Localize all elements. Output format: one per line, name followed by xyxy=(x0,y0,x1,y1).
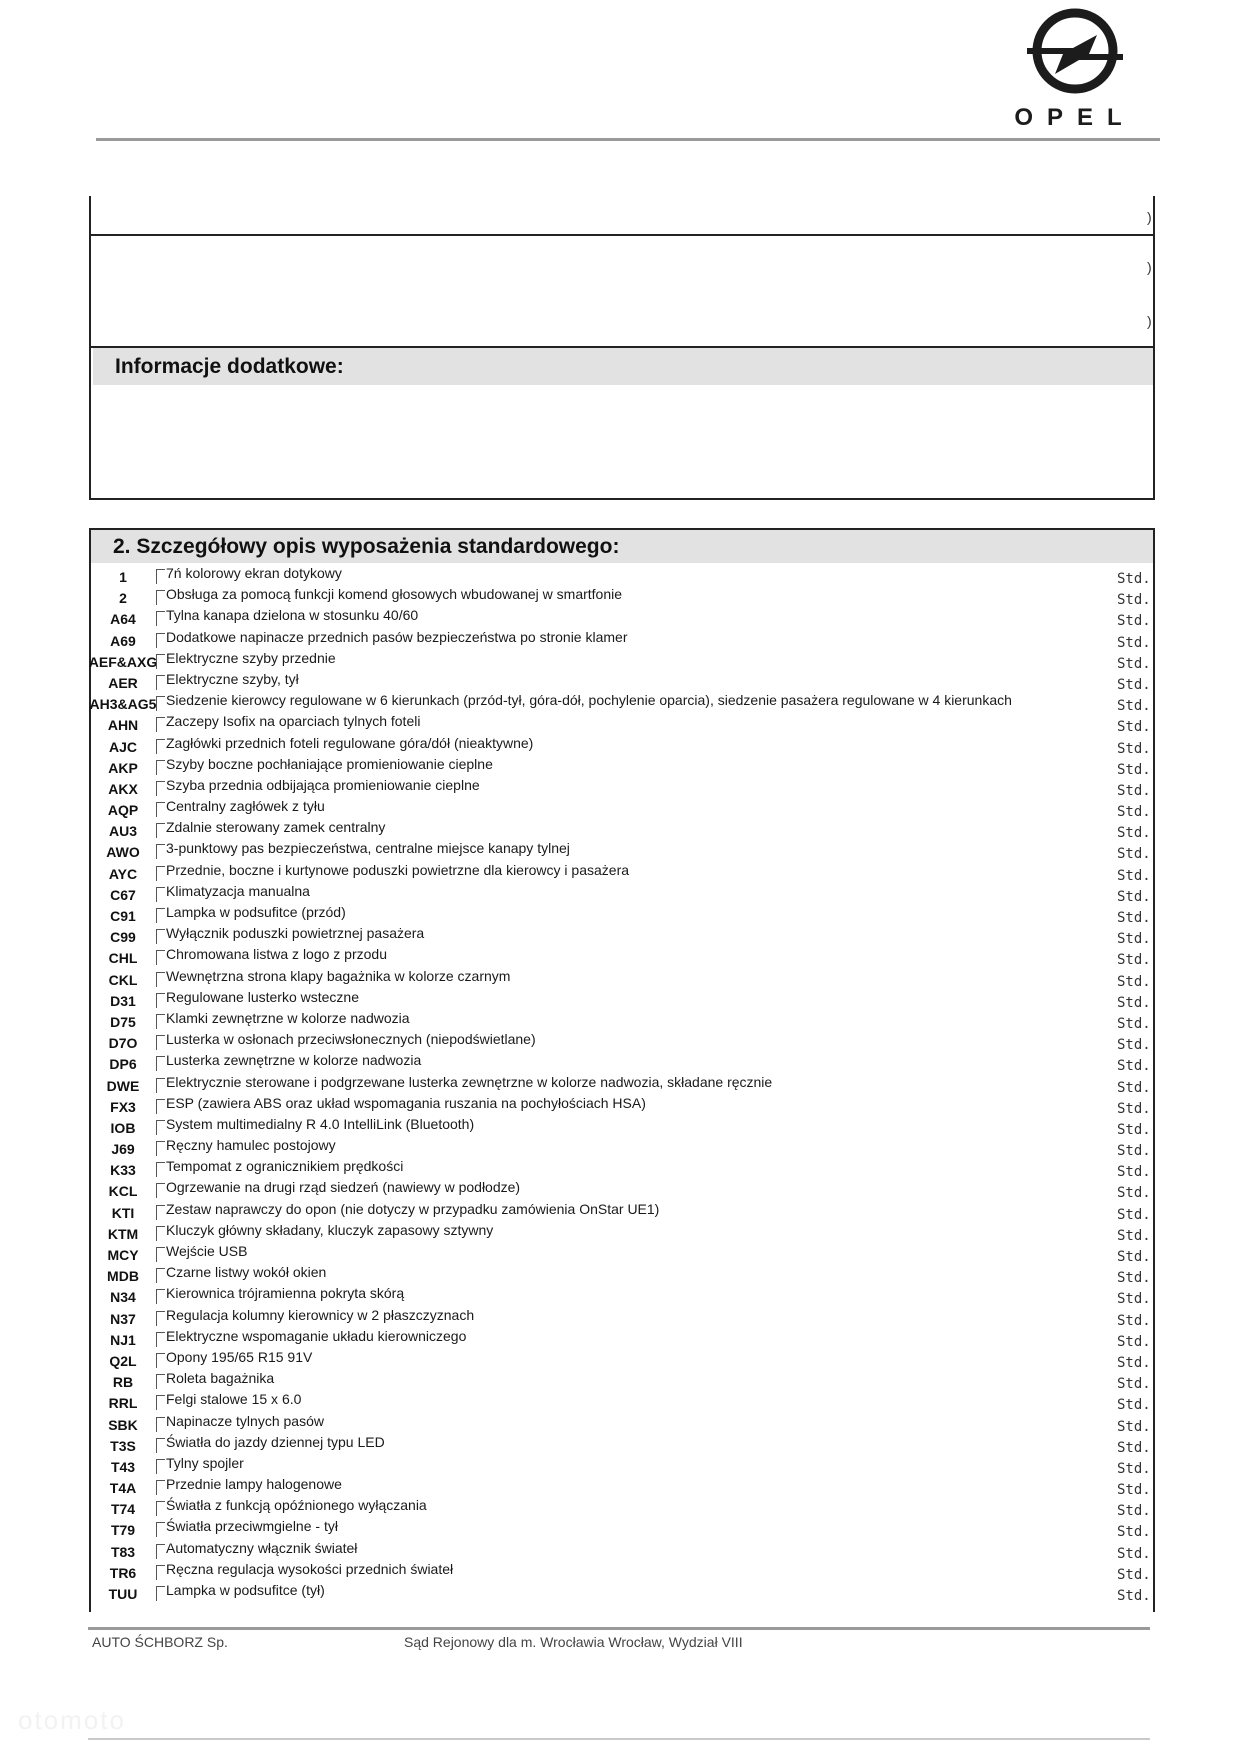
equipment-code: T83 xyxy=(110,1543,136,1560)
equipment-code: C99 xyxy=(110,929,136,946)
equipment-row xyxy=(0,904,1240,925)
equipment-description: Czarne listwy wokół okien xyxy=(166,1264,327,1281)
equipment-status: Std. xyxy=(1117,846,1151,863)
equipment-code: 2 xyxy=(119,590,127,607)
equipment-code: AH3&AG5 xyxy=(89,696,157,713)
equipment-description: Lampka w podsufitce (przód) xyxy=(166,904,346,920)
row-bracket xyxy=(156,1289,165,1304)
equipment-description: ESP (zawiera ABS oraz układ wspomagania ruszania na pochyłościach HSA) xyxy=(166,1094,646,1111)
equipment-row xyxy=(0,671,1240,692)
equipment-code: N34 xyxy=(110,1289,136,1306)
equipment-description: 3-punktowy pas bezpieczeństwa, centralne miejsce kanapy tylnej xyxy=(166,840,570,857)
equipment-status: Std. xyxy=(1117,1079,1151,1096)
equipment-row xyxy=(0,1010,1240,1031)
equipment-row xyxy=(0,1095,1240,1116)
equipment-code: K33 xyxy=(110,1162,136,1179)
equipment-row xyxy=(0,1497,1240,1518)
equipment-row xyxy=(0,629,1240,650)
equipment-description: Regulacja kolumny kierownicy w 2 płaszczyznach xyxy=(166,1306,475,1323)
equipment-description: Wyłącznik poduszki powietrznej pasażera xyxy=(166,925,425,942)
equipment-status: Std. xyxy=(1117,1566,1151,1583)
equipment-code: T79 xyxy=(110,1522,136,1539)
equipment-code: J69 xyxy=(111,1141,135,1158)
row-bracket xyxy=(156,760,165,775)
equipment-row xyxy=(0,798,1240,819)
equipment-description: Elektrycznie sterowane i podgrzewane lusterka zewnętrzne w kolorze nadwozia, składane ręcznie xyxy=(166,1073,773,1090)
equipment-description: Automatyczny włącznik świateł xyxy=(166,1539,358,1556)
equipment-description: Dodatkowe napinacze przednich pasów bezpieczeństwa po stronie klamer xyxy=(166,628,628,645)
equipment-status: Std. xyxy=(1117,931,1151,948)
equipment-status: Std. xyxy=(1117,1015,1151,1032)
row-bracket xyxy=(156,887,165,902)
equipment-status: Std. xyxy=(1117,1418,1151,1435)
equipment-description: Tylna kanapa dzielona w stosunku 40/60 xyxy=(166,607,419,624)
equipment-status: Std. xyxy=(1117,1312,1151,1329)
equipment-list xyxy=(0,565,1240,1603)
equipment-description: Wejście USB xyxy=(166,1243,248,1259)
row-bracket xyxy=(156,1247,165,1262)
equipment-status: Std. xyxy=(1117,1249,1151,1265)
row-bracket xyxy=(156,717,165,732)
row-bracket xyxy=(156,1353,165,1368)
row-bracket xyxy=(156,1311,165,1326)
info-section-header xyxy=(93,348,1153,385)
equipment-row xyxy=(0,989,1240,1010)
equipment-row xyxy=(0,925,1240,946)
equipment-status: Std. xyxy=(1117,782,1151,799)
equipment-status: Std. xyxy=(1117,867,1151,884)
equipment-row xyxy=(0,713,1240,734)
row-bracket xyxy=(156,1374,165,1389)
equipment-status: Std. xyxy=(1117,719,1151,736)
row-bracket xyxy=(156,1565,165,1580)
equipment-description: Napinacze tylnych pasów xyxy=(166,1412,324,1429)
row-bracket xyxy=(156,1035,165,1050)
row-bracket xyxy=(156,1226,165,1241)
equipment-status: Std. xyxy=(1117,1397,1151,1414)
equipment-status: Std. xyxy=(1117,1333,1151,1350)
equipment-description: Światła do jazdy dziennej typu LED xyxy=(166,1433,385,1450)
equipment-code: AYC xyxy=(108,865,138,882)
equipment-description: Siedzenie kierowcy regulowane w 6 kierunkach (przód-tył, góra-dół, pochylenie oparcia), siedzenie pasażera regulowane w 4 kierunkach xyxy=(166,692,1012,709)
equipment-status: Std. xyxy=(1117,1545,1151,1562)
equipment-row xyxy=(0,1222,1240,1243)
equipment-code: C91 xyxy=(110,908,136,924)
equipment-code: T74 xyxy=(110,1501,136,1518)
equipment-description: Elektryczne szyby przednie xyxy=(166,649,336,666)
equipment-description: Przednie, boczne i kurtynowe poduszki powietrzne dla kierowcy i pasażera xyxy=(166,861,630,878)
equipment-description: Zagłówki przednich foteli regulowane góra/dół (nieaktywne) xyxy=(166,734,534,751)
row-bracket xyxy=(156,929,165,944)
equipment-status: Std. xyxy=(1117,1460,1151,1477)
equipment-status: Std. xyxy=(1117,698,1151,715)
equipment-code: MCY xyxy=(107,1247,139,1263)
equipment-row xyxy=(0,1264,1240,1285)
equipment-description: Tylny spojler xyxy=(166,1454,244,1471)
opel-blitz-icon xyxy=(1015,8,1135,98)
equipment-code: AEF&AXG xyxy=(88,653,158,670)
equipment-status: Std. xyxy=(1117,1270,1151,1287)
row-bracket xyxy=(156,675,165,690)
equipment-status: Std. xyxy=(1117,973,1151,990)
equipment-status: Std. xyxy=(1117,1376,1151,1393)
equipment-row xyxy=(0,1391,1240,1412)
row-bracket xyxy=(156,1141,165,1156)
equipment-status: Std. xyxy=(1117,952,1151,969)
equipment-row xyxy=(0,1349,1240,1370)
equipment-description: Zestaw naprawczy do opon (nie dotyczy w przypadku zamówienia OnStar UE1) xyxy=(166,1200,660,1217)
footer-dealer: AUTO ŚCHBORZ Sp. xyxy=(92,1634,228,1650)
equipment-status: Std. xyxy=(1117,592,1151,609)
equipment-code: KTI xyxy=(111,1204,135,1221)
table-divider xyxy=(91,234,1153,236)
equipment-row xyxy=(0,586,1240,607)
equipment-row xyxy=(0,1179,1240,1200)
equipment-description: Wewnętrzna strona klapy bagażnika w kolorze czarnym xyxy=(166,967,511,984)
watermark: otomoto xyxy=(18,1705,126,1735)
row-bracket xyxy=(156,1183,165,1198)
cut-mark: ) xyxy=(1147,313,1152,329)
equipment-code: DWE xyxy=(106,1077,140,1094)
row-bracket xyxy=(156,802,165,817)
equipment-row xyxy=(0,1307,1240,1328)
equipment-code: A64 xyxy=(110,611,136,628)
equipment-code: CHL xyxy=(108,950,138,967)
row-bracket xyxy=(156,1395,165,1410)
equipment-row xyxy=(0,1074,1240,1095)
equipment-code: AKX xyxy=(108,780,138,797)
row-bracket xyxy=(156,696,165,711)
equipment-status: Std. xyxy=(1117,804,1151,821)
equipment-code: CKL xyxy=(108,971,138,988)
equipment-row xyxy=(0,968,1240,989)
row-bracket xyxy=(156,1480,165,1495)
row-bracket xyxy=(156,1162,165,1177)
footer-court: Sąd Rejonowy dla m. Wrocławia Wrocław, Wydział VIII xyxy=(404,1634,743,1650)
equipment-code: TR6 xyxy=(109,1564,137,1581)
equipment-status: Std. xyxy=(1117,910,1151,926)
row-bracket xyxy=(156,1078,165,1093)
equipment-status: Std. xyxy=(1117,1206,1151,1223)
equipment-code: D7O xyxy=(108,1035,138,1052)
equipment-code: D31 xyxy=(110,992,136,1009)
row-bracket xyxy=(156,823,165,838)
equipment-code: AQP xyxy=(107,802,139,819)
equipment-row xyxy=(0,1285,1240,1306)
equipment-code: T43 xyxy=(110,1458,136,1475)
page-bottom-line xyxy=(88,1738,1150,1740)
equipment-status: Std. xyxy=(1117,1164,1151,1181)
equipment-row xyxy=(0,840,1240,861)
row-bracket xyxy=(156,1268,165,1283)
equipment-code: AU3 xyxy=(108,823,137,840)
equipment-status: Std. xyxy=(1117,1354,1151,1371)
row-bracket xyxy=(156,590,165,605)
equipment-row xyxy=(0,650,1240,671)
equipment-row xyxy=(0,607,1240,628)
equipment-description: Klamki zewnętrzne w kolorze nadwozia xyxy=(166,1009,410,1026)
equipment-description: Opony 195/65 R15 91V xyxy=(166,1348,313,1365)
equipment-status: Std. xyxy=(1117,825,1151,842)
equipment-row xyxy=(0,565,1240,586)
equipment-description: Ogrzewanie na drugi rząd siedzeń (nawiewy w podłodze) xyxy=(166,1179,521,1196)
row-bracket xyxy=(156,611,165,626)
row-bracket xyxy=(156,1205,165,1220)
equipment-code: T3S xyxy=(110,1437,136,1454)
row-bracket xyxy=(156,1522,165,1537)
equipment-status: Std. xyxy=(1117,1439,1151,1456)
equipment-status: Std. xyxy=(1117,1121,1151,1138)
equipment-row xyxy=(0,1328,1240,1349)
equipment-status: Std. xyxy=(1117,1227,1151,1244)
equipment-description: Roleta bagażnika xyxy=(166,1370,275,1387)
equipment-row xyxy=(0,1031,1240,1052)
row-bracket xyxy=(156,1056,165,1071)
equipment-description: Szyba przednia odbijająca promieniowanie cieplne xyxy=(166,776,480,793)
equipment-status: Std. xyxy=(1117,676,1151,693)
equipment-code: D75 xyxy=(110,1013,136,1030)
row-bracket xyxy=(156,654,165,669)
equipment-status: Std. xyxy=(1117,571,1151,587)
row-bracket xyxy=(156,1120,165,1135)
row-bracket xyxy=(156,1586,165,1601)
equipment-row xyxy=(0,777,1240,798)
equipment-row xyxy=(0,1413,1240,1434)
cut-mark: ) xyxy=(1147,259,1152,275)
equipment-description: Kluczyk główny składany, kluczyk zapasowy sztywny xyxy=(166,1221,494,1238)
row-bracket xyxy=(156,1438,165,1453)
equipment-description: Szyby boczne pochłaniające promieniowanie cieplne xyxy=(166,755,493,772)
footer-divider xyxy=(88,1627,1150,1630)
equipment-status: Std. xyxy=(1117,1503,1151,1520)
row-bracket xyxy=(156,866,165,881)
equipment-row xyxy=(0,1137,1240,1158)
equipment-description: Elektryczne szyby, tył xyxy=(166,670,299,687)
info-section-title: Informacje dodatkowe: xyxy=(115,355,344,378)
equipment-description: Lampka w podsufitce (tył) xyxy=(166,1582,325,1598)
equipment-code: SBK xyxy=(108,1416,138,1433)
equipment-status: Std. xyxy=(1117,1058,1151,1075)
equipment-row xyxy=(0,1518,1240,1539)
equipment-code: AHN xyxy=(107,717,139,734)
equipment-row xyxy=(0,1455,1240,1476)
equipment-status: Std. xyxy=(1117,1482,1151,1499)
equipment-description: Klimatyzacja manualna xyxy=(166,882,310,899)
equipment-row xyxy=(0,1582,1240,1603)
equipment-code: MDB xyxy=(107,1268,139,1285)
equipment-row xyxy=(0,1561,1240,1582)
equipment-description: Zaczepy Isofix na oparciach tylnych foteli xyxy=(166,713,421,730)
equipment-description: Chromowana listwa z logo z przodu xyxy=(166,946,387,963)
equipment-description: Przednie lampy halogenowe xyxy=(166,1476,342,1493)
equipment-code: A69 xyxy=(110,632,136,649)
equipment-section-header xyxy=(91,530,1153,563)
row-bracket xyxy=(156,1544,165,1559)
equipment-description: 7ń kolorowy ekran dotykowy xyxy=(166,565,342,581)
equipment-row xyxy=(0,1540,1240,1561)
opel-logo xyxy=(1000,8,1150,131)
row-bracket xyxy=(156,844,165,859)
equipment-code: 1 xyxy=(119,569,127,585)
row-bracket xyxy=(156,1417,165,1432)
equipment-status: Std. xyxy=(1117,740,1151,757)
equipment-status: Std. xyxy=(1117,888,1151,905)
equipment-status: Std. xyxy=(1117,994,1151,1011)
row-bracket xyxy=(156,908,165,923)
equipment-description: Tempomat z ogranicznikiem prędkości xyxy=(166,1158,404,1175)
equipment-row xyxy=(0,1158,1240,1179)
equipment-code: AER xyxy=(108,674,138,691)
equipment-description: Lusterka zewnętrzne w kolorze nadwozia xyxy=(166,1052,422,1069)
row-bracket xyxy=(156,1014,165,1029)
equipment-code: Q2L xyxy=(109,1352,137,1369)
equipment-description: Regulowane lusterko wsteczne xyxy=(166,988,359,1005)
row-bracket xyxy=(156,1501,165,1516)
equipment-status: Std. xyxy=(1117,613,1151,630)
row-bracket xyxy=(156,972,165,987)
equipment-row xyxy=(0,862,1240,883)
equipment-description: Kierownica trójramienna pokryta skórą xyxy=(166,1285,405,1302)
brand-name: OPEL xyxy=(1014,104,1136,131)
header-divider xyxy=(96,138,1160,141)
cut-mark: ) xyxy=(1147,209,1152,225)
row-bracket xyxy=(156,1099,165,1114)
equipment-code: NJ1 xyxy=(110,1331,136,1348)
equipment-row xyxy=(0,883,1240,904)
equipment-row xyxy=(0,1243,1240,1264)
vehicle-info-box xyxy=(89,196,1155,500)
equipment-status: Std. xyxy=(1117,655,1151,672)
row-bracket xyxy=(156,1332,165,1347)
equipment-row xyxy=(0,1201,1240,1222)
equipment-code: KTM xyxy=(107,1225,139,1242)
equipment-row xyxy=(0,735,1240,756)
equipment-code: RB xyxy=(112,1374,134,1391)
equipment-code: IOB xyxy=(110,1119,136,1136)
equipment-status: Std. xyxy=(1117,1037,1151,1054)
equipment-row xyxy=(0,1116,1240,1137)
equipment-code: DP6 xyxy=(109,1056,137,1073)
equipment-row xyxy=(0,1434,1240,1455)
equipment-row xyxy=(0,1476,1240,1497)
equipment-row xyxy=(0,819,1240,840)
equipment-status: Std. xyxy=(1117,761,1151,778)
equipment-code: KCL xyxy=(108,1183,138,1200)
equipment-description: Centralny zagłówek z tyłu xyxy=(166,798,325,815)
equipment-status: Std. xyxy=(1117,1524,1151,1541)
row-bracket xyxy=(156,739,165,754)
equipment-description: Zdalnie sterowany zamek centralny xyxy=(166,819,386,836)
row-bracket xyxy=(156,950,165,965)
row-bracket xyxy=(156,781,165,796)
equipment-code: AJC xyxy=(108,738,137,755)
equipment-description: Światła przeciwmgielne - tył xyxy=(166,1518,338,1535)
equipment-row xyxy=(0,756,1240,777)
equipment-section-title: 2. Szczegółowy opis wyposażenia standardowego: xyxy=(113,535,620,558)
equipment-description: Elektryczne wspomaganie układu kierowniczego xyxy=(166,1327,467,1344)
row-bracket xyxy=(156,1459,165,1474)
equipment-row xyxy=(0,692,1240,713)
equipment-row xyxy=(0,1370,1240,1391)
equipment-row xyxy=(0,946,1240,967)
equipment-code: AWO xyxy=(106,844,140,861)
equipment-status: Std. xyxy=(1117,1588,1151,1604)
equipment-code: N37 xyxy=(110,1310,136,1327)
equipment-description: System multimedialny R 4.0 IntelliLink (Bluetooth) xyxy=(166,1115,475,1132)
row-bracket xyxy=(156,569,165,584)
equipment-row xyxy=(0,1052,1240,1073)
row-bracket xyxy=(156,993,165,1008)
equipment-description: Ręczna regulacja wysokości przednich świateł xyxy=(166,1560,454,1577)
equipment-code: TUU xyxy=(108,1586,138,1602)
equipment-code: T4A xyxy=(109,1480,137,1497)
equipment-code: C67 xyxy=(110,886,136,903)
equipment-status: Std. xyxy=(1117,1100,1151,1117)
equipment-status: Std. xyxy=(1117,1143,1151,1160)
equipment-code: AKP xyxy=(108,759,138,776)
equipment-description: Światła z funkcją opóźnionego wyłączania xyxy=(166,1497,427,1514)
equipment-description: Lusterka w osłonach przeciwsłonecznych (niepodświetlane) xyxy=(166,1031,536,1048)
equipment-code: FX3 xyxy=(110,1098,136,1115)
equipment-status: Std. xyxy=(1117,1185,1151,1202)
equipment-status: Std. xyxy=(1117,1291,1151,1308)
row-bracket xyxy=(156,633,165,648)
equipment-description: Felgi stalowe 15 x 6.0 xyxy=(166,1391,302,1408)
equipment-description: Obsługa za pomocą funkcji komend głosowych wbudowanej w smartfonie xyxy=(166,586,623,603)
equipment-status: Std. xyxy=(1117,634,1151,651)
equipment-description: Ręczny hamulec postojowy xyxy=(166,1137,336,1154)
equipment-code: RRL xyxy=(108,1395,138,1412)
